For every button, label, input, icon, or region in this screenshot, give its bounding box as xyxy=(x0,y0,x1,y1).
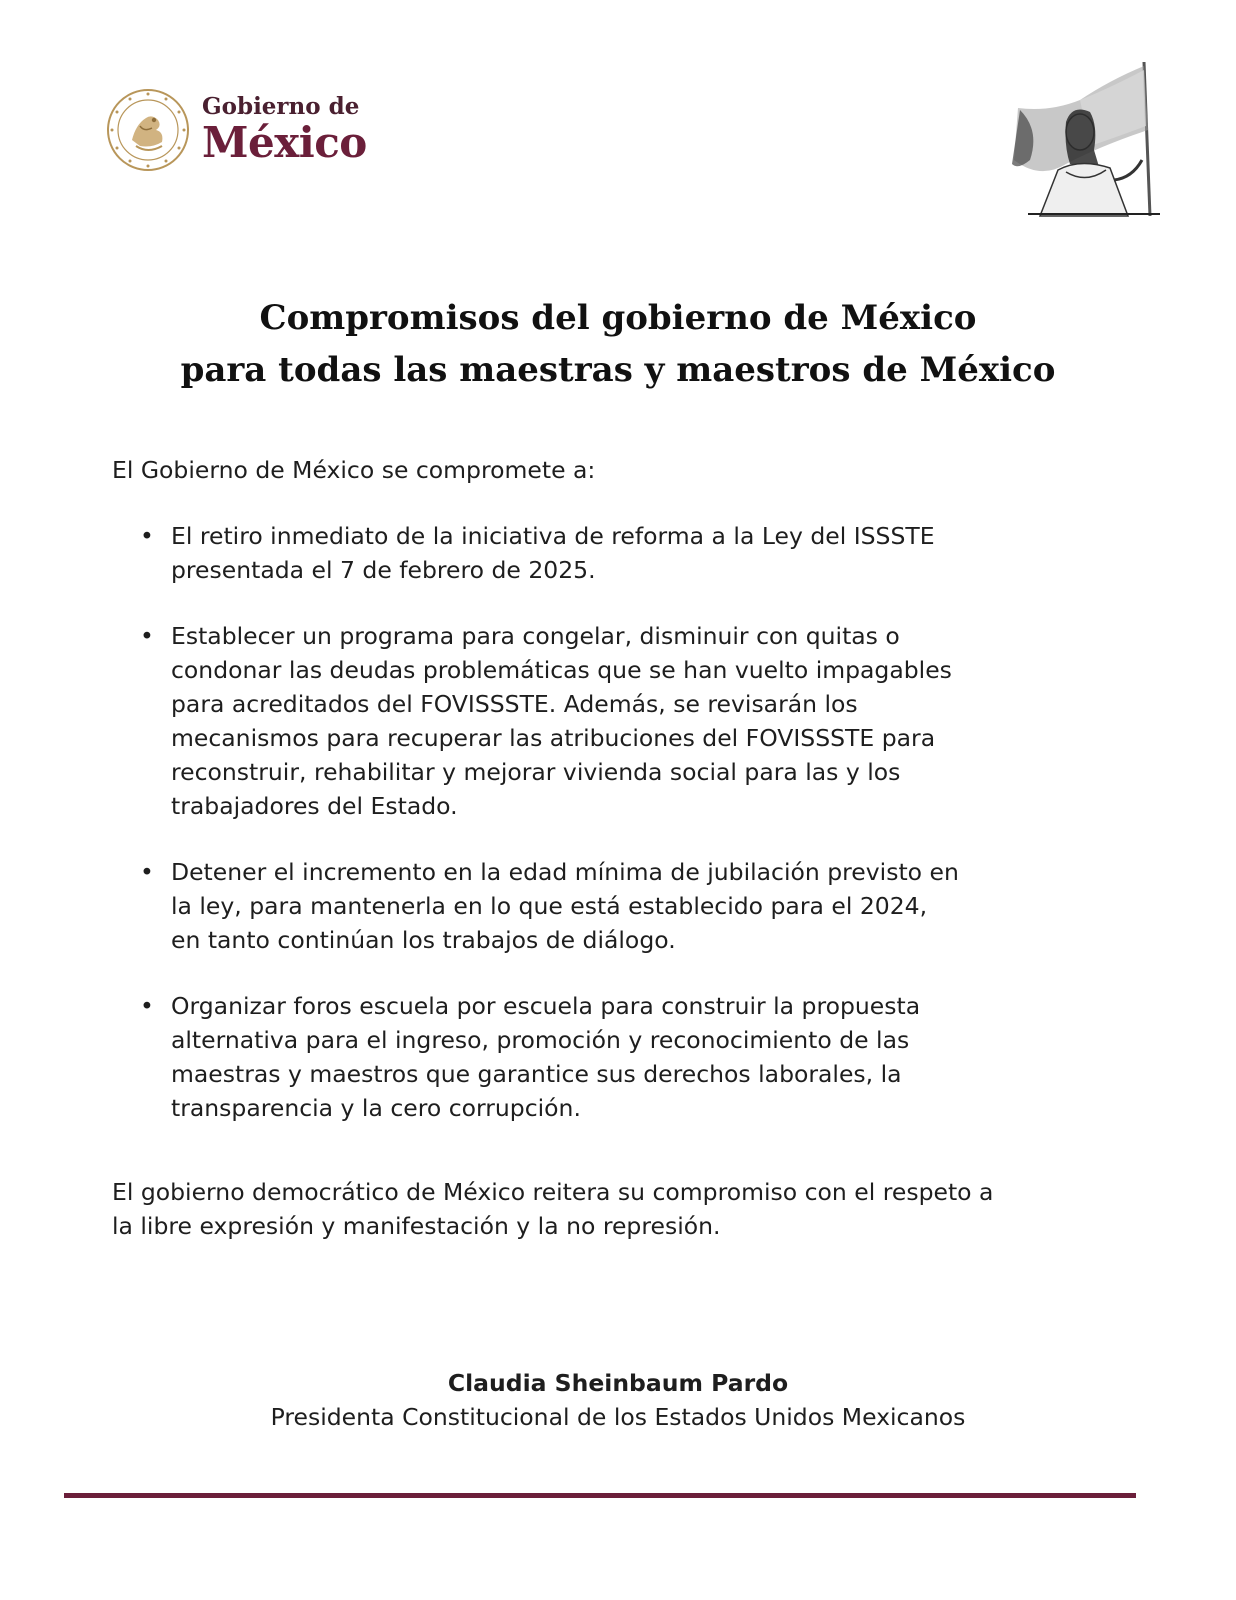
item-line: transparencia y la cero corrupción. xyxy=(171,1094,581,1122)
logo-line-mexico: México xyxy=(202,118,367,167)
item-line: alternativa para el ingreso, promoción y reconocimiento de las xyxy=(171,1026,910,1054)
item-line: mecanismos para recuperar las atribuciones del FOVISSSTE para xyxy=(171,724,936,752)
item-line: la ley, para mantenerla en lo que está establecido para el 2024, xyxy=(171,892,928,920)
item-line: en tanto continúan los trabajos de diálogo. xyxy=(171,926,676,954)
list-item xyxy=(112,855,1122,957)
signatory-name: Claudia Sheinbaum Pardo xyxy=(447,1369,789,1397)
item-line: maestras y maestros que garantice sus derechos laborales, la xyxy=(171,1060,902,1088)
title-line-2: para todas las maestras y maestros de México xyxy=(180,350,1056,390)
document-title xyxy=(0,292,1236,396)
item-line: presentada el 7 de febrero de 2025. xyxy=(171,556,596,584)
item-line: Establecer un programa para congelar, disminuir con quitas o xyxy=(171,622,900,650)
government-logo xyxy=(106,88,367,172)
intro-paragraph: El Gobierno de México se compromete a: xyxy=(112,456,596,484)
item-line: trabajadores del Estado. xyxy=(171,792,458,820)
list-item xyxy=(112,519,1122,587)
item-line: Detener el incremento en la edad mínima de jubilación previsto en xyxy=(171,858,959,886)
logo-line-gobierno: Gobierno de xyxy=(202,93,360,120)
mexico-coat-of-arms-seal-icon xyxy=(106,88,190,172)
signatory-role: Presidenta Constitucional de los Estados Unidos Mexicanos xyxy=(270,1403,966,1431)
bullet-point: • xyxy=(140,622,154,650)
item-line: condonar las deudas problemáticas que se han vuelto impagables xyxy=(171,656,952,684)
item-line: El retiro inmediato de la iniciativa de reforma a la Ley del ISSSTE xyxy=(171,522,935,550)
item-line: Organizar foros escuela por escuela para construir la propuesta xyxy=(171,992,921,1020)
document-body xyxy=(112,453,1122,1243)
list-item xyxy=(112,989,1122,1125)
logo-wordmark xyxy=(202,94,367,166)
signature-block xyxy=(0,1366,1236,1434)
list-item xyxy=(112,619,1122,823)
commitments-list xyxy=(112,519,1122,1125)
closing-paragraph xyxy=(112,1175,1122,1243)
item-line: para acreditados del FOVISSSTE. Además, se revisarán los xyxy=(171,690,858,718)
closing-line: El gobierno democrático de México reitera su compromiso con el respeto a xyxy=(112,1178,994,1206)
bullet-point: • xyxy=(140,992,154,1020)
footer-divider xyxy=(64,1493,1136,1498)
item-line: reconstruir, rehabilitar y mejorar vivienda social para las y los xyxy=(171,758,901,786)
bullet-point: • xyxy=(140,522,154,550)
bullet-point: • xyxy=(140,858,154,886)
woman-with-flag-illustration xyxy=(1010,60,1165,218)
closing-line: la libre expresión y manifestación y la no represión. xyxy=(112,1212,721,1240)
title-line-1: Compromisos del gobierno de México xyxy=(259,298,977,338)
